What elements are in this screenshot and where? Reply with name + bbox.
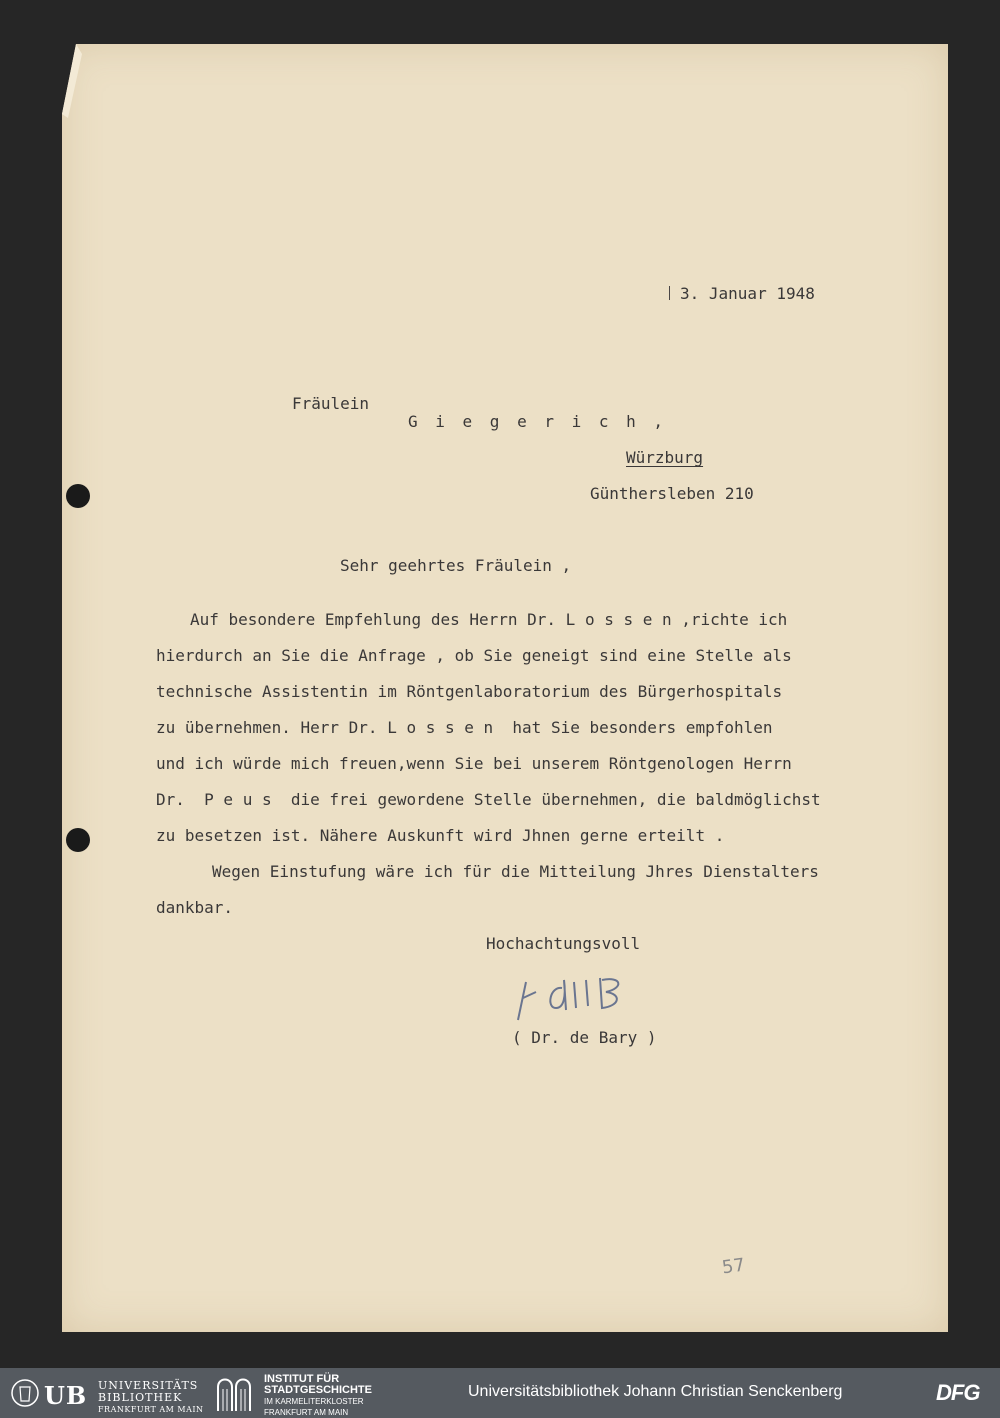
punch-hole-bottom [66,828,90,852]
body-line: zu besetzen ist. Nähere Auskunft wird Jhnen gerne erteilt . [156,826,725,845]
greeting: Sehr geehrtes Fräulein , [340,556,572,575]
recipient-title: Fräulein [292,394,370,413]
recipient-name: G i e g e r i c h , [408,412,668,431]
footer-title: Universitätsbibliothek Johann Christian Senckenberg [468,1383,843,1400]
ub-logo-text: UB [44,1381,88,1410]
letter-date: 3. Januar 1948 [680,284,815,303]
ub-line-1: UNIVERSITÄTS [98,1379,199,1392]
isg-name [264,1374,372,1418]
punch-hole-top [66,484,90,508]
footer-bar [0,1368,1000,1418]
isg-line-3: IM KARMELITERKLOSTER [264,1397,364,1406]
body-line: Wegen Einstufung wäre ich für die Mitteilung Jhres Dienstalters [212,862,819,881]
ub-name [98,1380,204,1416]
tick-mark [669,286,670,300]
recipient-street: Günthersleben 210 [590,484,754,503]
ub-line-3: FRANKFURT AM MAIN [98,1405,204,1414]
handwritten-signature [510,968,650,1028]
closing: Hochachtungsvoll [486,934,641,953]
body-line: Dr. P e u s die frei gewordene Stelle übernehmen, die baldmöglichst [156,790,821,809]
ub-seal-icon [10,1377,40,1409]
isg-line-1: INSTITUT FÜR [264,1373,340,1385]
page-number: 57 [720,1254,747,1279]
dfg-logo: DFG [936,1380,980,1405]
body-line: und ich würde mich freuen,wenn Sie bei unserem Röntgenologen Herrn [156,754,792,773]
isg-line-4: FRANKFURT AM MAIN [264,1408,349,1417]
body-line: Auf besondere Empfehlung des Herrn Dr. L o s s e n ,richte ich [190,610,788,629]
isg-line-2: STADTGESCHICHTE [264,1384,372,1396]
body-line: technische Assistentin im Röntgenlaboratorium des Bürgerhospitals [156,682,783,701]
isg-arches-icon [214,1373,258,1413]
recipient-city: Würzburg [626,448,704,467]
ub-line-2: BIBLIOTHEK [98,1391,183,1404]
body-line: dankbar. [156,898,234,917]
signatory-name: ( Dr. de Bary ) [512,1028,657,1047]
body-line: zu übernehmen. Herr Dr. L o s s e n hat Sie besonders empfohlen [156,718,773,737]
body-line: hierdurch an Sie die Anfrage , ob Sie geneigt sind eine Stelle als [156,646,792,665]
